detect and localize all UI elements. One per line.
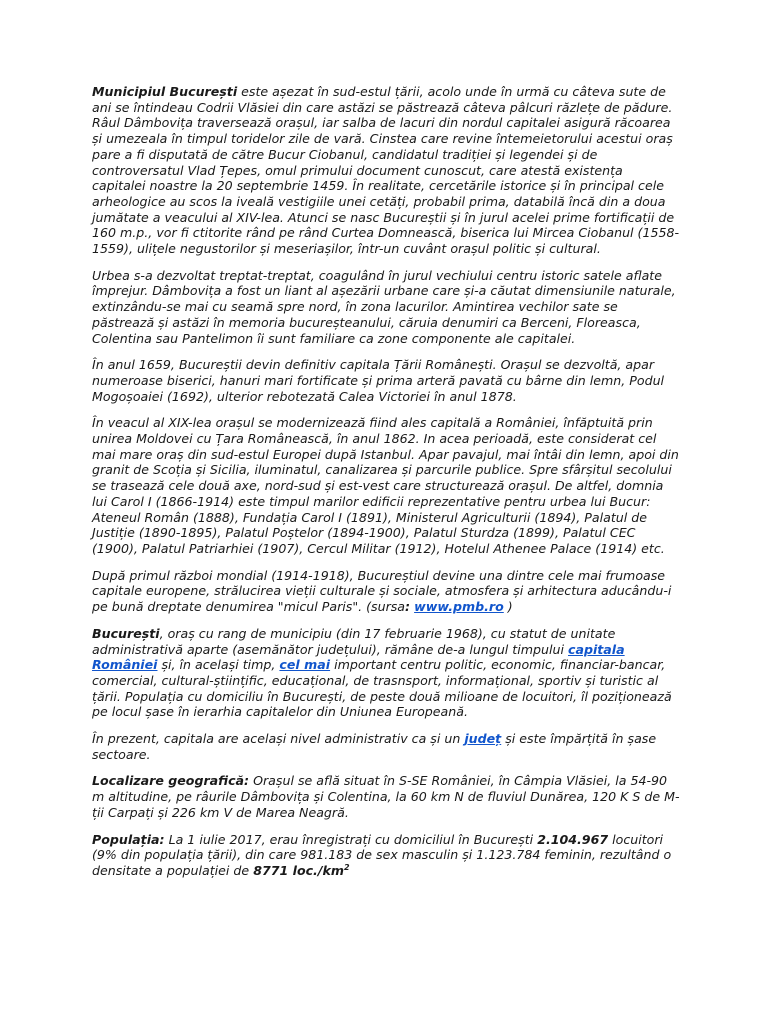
paragraph-population	[92, 832, 680, 879]
administrative-text-1: În prezent, capitala are același nivel administrativ ca și un	[92, 731, 465, 747]
cel-mai-link[interactable]: cel mai	[279, 657, 331, 673]
bold-title-bucharest: Municipiul București	[92, 84, 238, 99]
paragraph-history-text: este așezat în sud-estul țării, acolo unde în urmă cu câteva sute de ani se întindeau Codrii Vlăsiei din care astăzi se păstrează câteva pâlcuri răzlețe de pădure. Râul Dâmbovița traversează orașul, iar salba de lacuri din nordul capitalei asigură răcoarea și umezeala în timpul toridelor zile de vară. Cinstea care revine întemeietorului acestui oraș pare a fi disputată de către Bucur Ciobanul, candidatul tradiției și legendei și de controversatul Vlad Țepes, omul primului document cunoscut, care atestă existența capitalei noastre la 20 septembrie 1459. În realitate, cercetările istorice și în principal cele arheologice au scos la iveală vestigiile unei cetăți, probabil prima, databilă încă din a doua jumătate a veacului al XIV-lea. Atunci se nasc Bucureștii și în jurul acelei prime fortificații de 160 m.p., vor fi ctitorite rând pe rând Curtea Domnească, biserica lui Mircea Ciobanul (1558-1559), ulițele negustorilor și meseriașilor, într-un cuvânt orașul politic și cultural.	[92, 84, 680, 257]
paragraph-19th-century: În veacul al XIX-lea orașul se modernizează fiind ales capitală a României, înfăptuită prin unirea Moldovei cu Țara Românească, în anul 1862. In acea perioadă, este considerat cel mai mare oraș din sud-estul Europei după Istanbul. Apar pavajul, mai întâi din lemn, apoi din granit de Scoția și Sicilia, iluminatul, canalizarea și parcurile publice. Spre sfârșitul secolului se trasează cele două axe, nord-sud și est-vest care structurează orașul. De altfel, domnia lui Carol I (1866-1914) este timpul marilor edificii reprezentative pentru urbea lui Bucur: Ateneul Român (1888), Fundația Carol I (1891), Ministerul Agriculturii (1894), Palatul de Justiție (1890-1895), Palatul Poștelor (1894-1900), Palatul Sturdza (1899), Palatul CEC (1900), Palatul Patriarhiei (1907), Cercul Militar (1912), Hotelul Athenee Palace (1914) etc.	[92, 415, 679, 556]
paragraph-capital-1659: În anul 1659, Bucureștii devin definitiv capitala Țării Românești. Orașul se dezvoltă, apar numeroase biserici, hanuri mari fortificate și prima arteră pavată cu bârne din lemn, Podul Mogoșoaiei (1692), ulterior rebotezată Calea Victoriei în anul 1878.	[92, 357, 665, 404]
geography-text: Orașul se află situat în S-SE României, în Câmpia Vlăsiei, la 54-90 m altitudine, pe râurile Dâmbovița și Colentina, la 60 km N de fluviul Dunărea, 120 K S de M-ții Carpați și 226 km V de Marea Neagră.	[92, 773, 680, 820]
bold-geography-label: Localizare geografică:	[92, 773, 250, 789]
little-paris-text: După primul război mondial (1914-1918), Bucureștiul devine una dintre cele mai frumoase capitale europene, strălucirea vieții culturale și sociale, atmosfera și arhitectura aducându-i pe bună dreptate denumirea "micul Paris". (sursa	[92, 567, 672, 615]
bold-population-label: Populația:	[92, 831, 165, 847]
paragraph-urban-growth: Urbea s-a dezvoltat treptat-treptat, coagulând în jurul vechiului centru istoric satele aflate împrejur. Dâmbovița a fost un liant al așezării urbane care și-a căutat dimensiunile naturale, extinzându-se mai cu seamă spre nord, în zona lacurilor. Amintirea vechilor sate se păstrează și astăzi în memoria bucureșteanului, căruia denumiri ca Berceni, Floreasca, Colentina sau Pantelimon îi sunt familiare ca zone componente ale capitalei.	[92, 267, 676, 346]
population-text-2: locuitori (9% din populația țării), din care 981.183 de sex masculin și 1.123.784 feminin, rezultând o densitate a populației de	[92, 831, 672, 878]
bold-bucuresti: București	[92, 625, 160, 641]
pmb-link[interactable]: www.pmb.ro	[414, 599, 504, 615]
population-text-1: La 1 iulie 2017, erau înregistrați cu domiciliul în București	[164, 831, 538, 847]
paragraph-administrative	[92, 731, 680, 762]
paragraph-geography	[92, 773, 680, 820]
municipality-text-3: important centru politic, economic, financiar-bancar, comercial, cultural-științific, educațional, de trasnsport, informațional, sportiv și turistic al țării. Populația cu domiciliu în București, de peste două milioane de locuitori, îl poziționează pe locul șase în ierarhia capitalelor din Uniunea Europeană.	[92, 657, 672, 720]
source-close: )	[503, 599, 513, 615]
density-superscript: 2	[343, 862, 350, 872]
capitala-link[interactable]: capitala	[567, 641, 625, 657]
population-density	[253, 863, 349, 878]
source-colon: :	[405, 599, 411, 615]
paragraph-municipality	[92, 626, 680, 720]
judet-link[interactable]: județ	[464, 731, 502, 747]
population-count: 2.104.967	[537, 831, 609, 847]
paragraph-little-paris	[92, 568, 680, 615]
paragraph-history	[92, 84, 680, 257]
municipality-text-1: , oraș cu rang de municipiu (din 17 februarie 1968), cu statut de unitate administrativă aparte (asemănător județului), rămâne de-a lungul timpului	[92, 625, 616, 657]
romaniei-link[interactable]: României	[92, 657, 158, 673]
administrative-text-2: și este împărțită în șase sectoare.	[92, 731, 657, 762]
density-value: 8771 loc./km	[253, 862, 344, 878]
municipality-text-2: și, în același timp,	[157, 657, 280, 673]
